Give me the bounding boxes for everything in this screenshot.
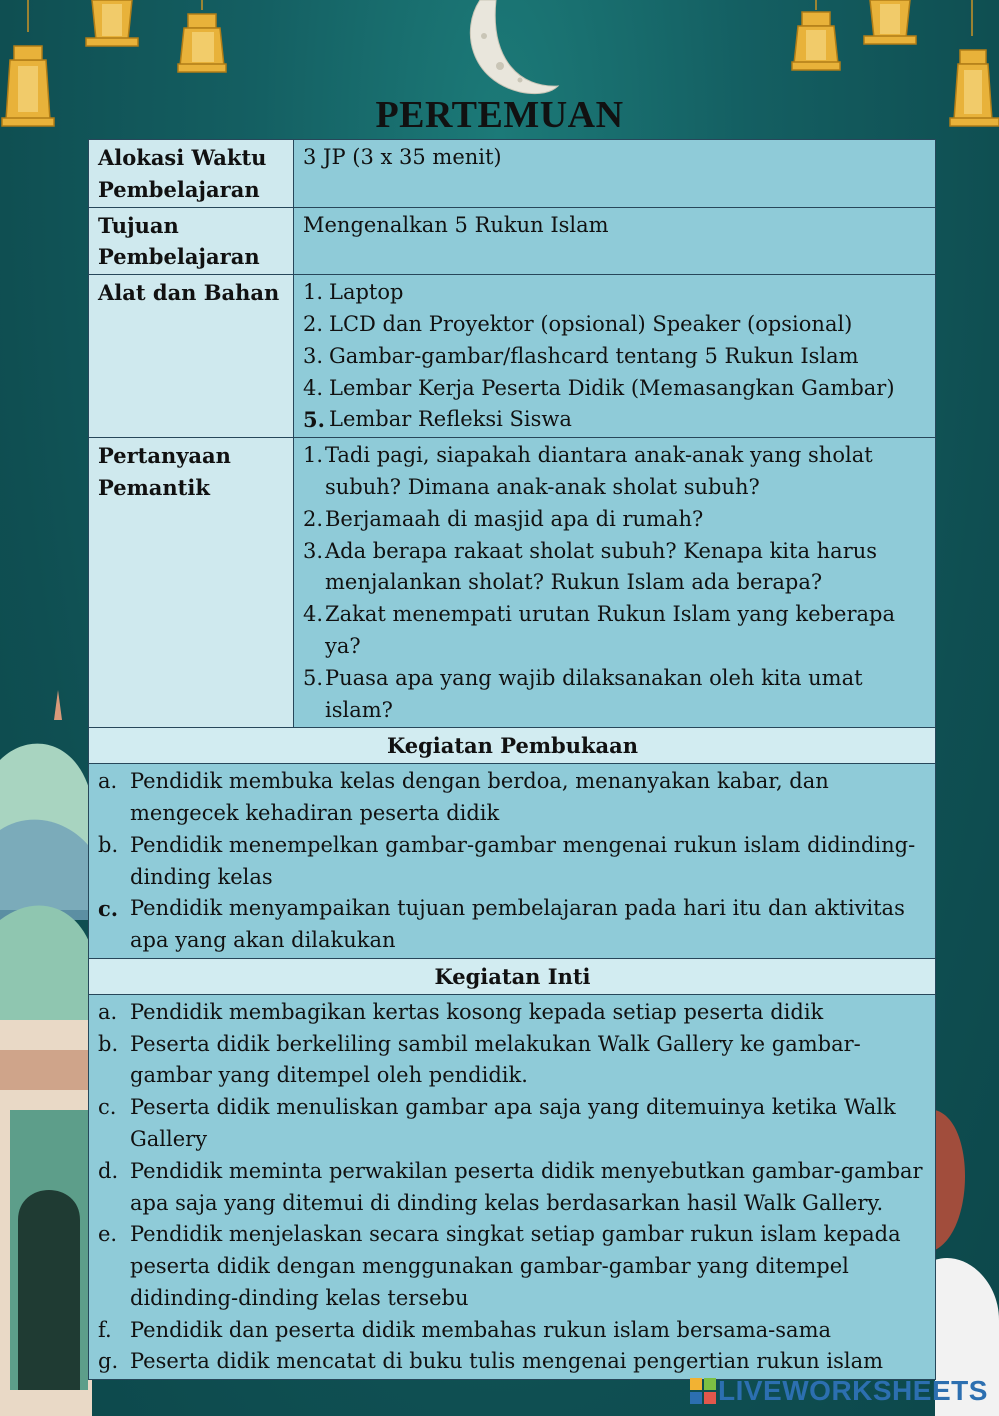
list-item <box>303 504 927 536</box>
list-item-text: Ada berapa rakaat sholat subuh? Kenapa kita harus menjalankan sholat? Rukun Islam ada berapa? <box>325 538 878 595</box>
section-heading-opening: Kegiatan Pembukaan <box>89 728 936 764</box>
liveworksheets-logo-icon <box>690 1378 716 1404</box>
list-marker: c. <box>98 896 119 922</box>
list-item-text: Gambar-gambar/flashcard tentang 5 Rukun Islam <box>329 343 859 368</box>
list-item-text: Pendidik membagikan kertas kosong kepada setiap peserta didik <box>130 999 824 1024</box>
list-item <box>98 1029 927 1093</box>
list-marker: 2. <box>303 506 324 531</box>
list-marker: 5. <box>303 665 324 690</box>
list-item <box>303 341 927 373</box>
list-item <box>98 830 927 894</box>
list-marker: 2. <box>303 311 324 336</box>
opening-activities-list <box>98 766 927 957</box>
list-item-text: Tadi pagi, siapakah diantara anak-anak yang sholat subuh? Dimana anak-anak sholat subuh? <box>325 443 873 499</box>
table-row <box>89 140 936 208</box>
list-marker: b. <box>98 832 119 857</box>
table-row <box>89 958 936 994</box>
list-marker: 3. <box>303 343 324 368</box>
questions-list-cell <box>294 438 936 728</box>
list-item <box>98 1315 927 1347</box>
list-item <box>98 766 927 830</box>
list-item <box>98 1219 927 1314</box>
table-row <box>89 207 936 275</box>
table-row <box>89 728 936 764</box>
list-marker: a. <box>98 999 118 1024</box>
list-marker: 1. <box>303 280 324 305</box>
materials-list <box>303 277 927 436</box>
lesson-plan-table <box>88 139 936 1380</box>
watermark-text: LIVEWORKSHEETS <box>718 1375 988 1406</box>
list-item <box>303 277 927 309</box>
list-item-text: Peserta didik mencatat di buku tulis mengenai pengertian rukun islam <box>130 1349 884 1374</box>
list-marker: 4. <box>303 375 324 400</box>
list-item <box>98 1156 927 1220</box>
list-item-text: Peserta didik menuliskan gambar apa saja yang ditemuinya ketika Walk Gallery <box>130 1095 896 1151</box>
page-title: PERTEMUAN <box>375 94 624 136</box>
list-item-text: Pendidik menjelaskan secara singkat setiap gambar rukun islam kepada peserta didik dengan menggunakan gambar-gambar yang ditempel didinding-dinding kelas tersebu <box>130 1222 901 1310</box>
opening-activities-cell <box>89 764 936 959</box>
list-item-text: Zakat menempati urutan Rukun Islam yang keberapa ya? <box>325 602 895 658</box>
list-item-text: Peserta didik berkeliling sambil melakukan Walk Gallery ke gambar-gambar yang ditempel oleh pendidik. <box>130 1031 861 1088</box>
row-label: Alat dan Bahan <box>89 275 294 438</box>
list-item-text: Berjamaah di masjid apa di rumah? <box>325 506 704 531</box>
list-item <box>303 404 927 436</box>
list-marker: e. <box>98 1222 118 1247</box>
core-activities-cell <box>89 994 936 1380</box>
list-item-text: Pendidik meminta perwakilan peserta didik menyebutkan gambar-gambar apa saja yang ditemui di dinding kelas berdasarkan hasil Walk Gallery. <box>130 1158 923 1215</box>
row-value: Mengenalkan 5 Rukun Islam <box>294 207 936 275</box>
list-item <box>303 440 927 504</box>
row-label: Tujuan Pembelajaran <box>89 207 294 275</box>
decorative-shapes <box>935 1100 999 1416</box>
list-item <box>98 997 927 1029</box>
list-marker: b. <box>98 1031 119 1056</box>
list-item-text: Lembar Kerja Peserta Didik (Memasangkan Gambar) <box>329 375 895 400</box>
table-row <box>89 275 936 438</box>
liveworksheets-watermark <box>690 1374 988 1408</box>
table-row <box>89 764 936 959</box>
list-item-text: Pendidik dan peserta didik membahas rukun islam bersama-sama <box>130 1317 831 1342</box>
list-marker: d. <box>98 1158 119 1183</box>
list-item <box>303 663 927 727</box>
table-row <box>89 438 936 728</box>
row-label: Pertanyaan Pemantik <box>89 438 294 728</box>
questions-list <box>303 440 927 726</box>
list-marker: a. <box>98 769 118 794</box>
list-item <box>303 309 927 341</box>
list-marker: g. <box>98 1349 119 1374</box>
list-marker: 5. <box>303 407 325 433</box>
list-item-text: Laptop <box>329 280 404 305</box>
list-marker: f. <box>98 1317 112 1342</box>
row-label: Alokasi Waktu Pembelajaran <box>89 140 294 208</box>
section-heading-core: Kegiatan Inti <box>89 958 936 994</box>
table-row <box>89 994 936 1380</box>
list-marker: c. <box>98 1095 117 1120</box>
crescent-moon-icon <box>440 0 570 100</box>
row-value: 3 JP (3 x 35 menit) <box>294 140 936 208</box>
list-item-text: LCD dan Proyektor (opsional) Speaker (opsional) <box>329 311 853 336</box>
list-item-text: Pendidik menyampaikan tujuan pembelajaran pada hari itu dan aktivitas apa yang akan dilakukan <box>130 896 905 953</box>
list-item-text: Puasa apa yang wajib dilaksanakan oleh kita umat islam? <box>325 665 863 722</box>
materials-list-cell <box>294 275 936 438</box>
list-item <box>303 599 927 663</box>
list-item <box>98 1092 927 1156</box>
mosque-illustration <box>0 690 92 1416</box>
list-marker: 3. <box>303 538 324 563</box>
list-item <box>303 373 927 405</box>
list-item-text: Lembar Refleksi Siswa <box>329 407 572 432</box>
list-item-text: Pendidik membuka kelas dengan berdoa, menanyakan kabar, dan mengecek kehadiran peserta didik <box>130 769 829 825</box>
list-marker: 1. <box>303 443 324 468</box>
core-activities-list <box>98 997 927 1379</box>
list-item <box>98 893 927 957</box>
list-item-text: Pendidik menempelkan gambar-gambar mengenai rukun islam didinding-dinding kelas <box>130 832 916 889</box>
list-marker: 4. <box>303 602 324 627</box>
list-item <box>303 536 927 600</box>
